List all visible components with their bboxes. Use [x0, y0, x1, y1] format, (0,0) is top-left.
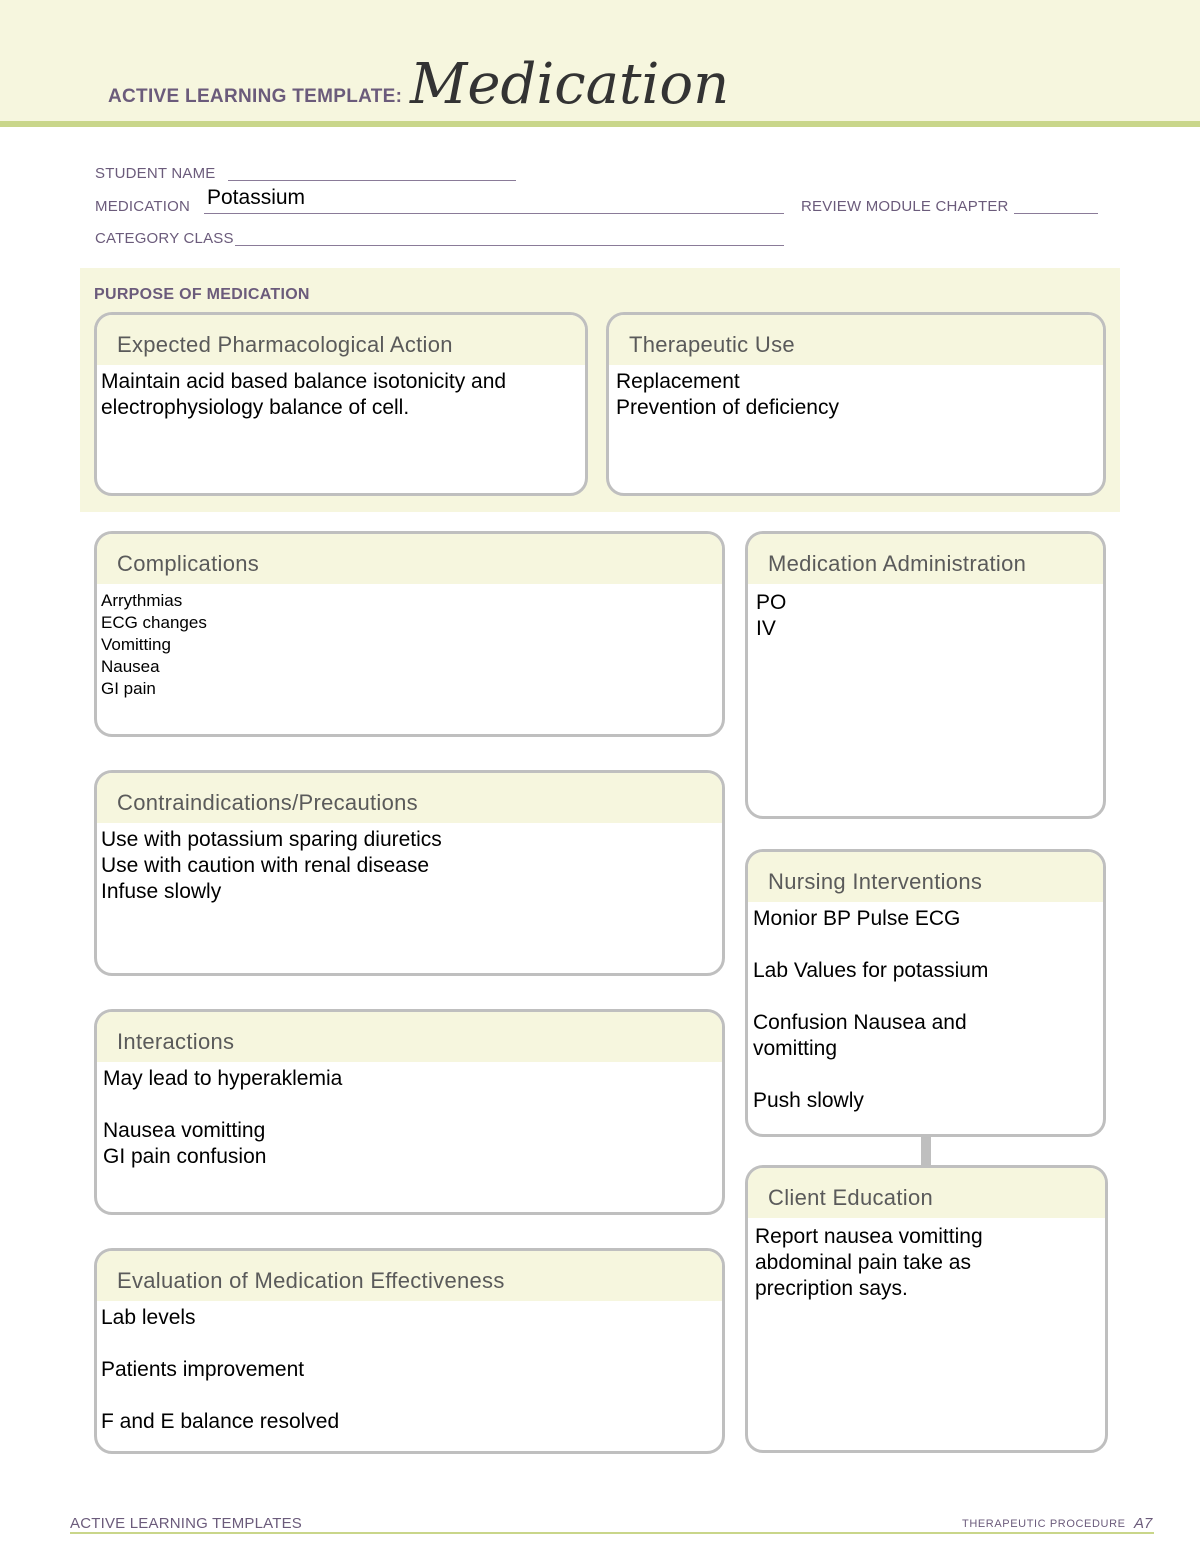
- client-education-title: Client Education: [748, 1168, 1105, 1218]
- nursing-line: Lab Values for potassium: [753, 959, 989, 982]
- nursing-title: Nursing Interventions: [748, 852, 1103, 902]
- contraindications-line: Infuse slowly: [101, 880, 222, 903]
- interactions-line: GI pain confusion: [103, 1145, 267, 1168]
- nursing-line: Push slowly: [753, 1089, 864, 1112]
- interactions-line: Nausea vomitting: [103, 1119, 266, 1142]
- evaluation-title: Evaluation of Medication Effectiveness: [97, 1251, 722, 1301]
- administration-panel: [745, 531, 1106, 819]
- therapeutic-use-line: Prevention of deficiency: [616, 396, 839, 419]
- complications-line: ECG changes: [101, 613, 207, 632]
- header-prefix: ACTIVE LEARNING TEMPLATE:: [108, 86, 403, 107]
- nursing-panel: [745, 849, 1106, 1137]
- client-education-panel: [745, 1165, 1108, 1453]
- medication-field[interactable]: [204, 213, 784, 214]
- expected-action-line: Maintain acid based balance isotonicity and: [101, 370, 507, 393]
- panel-connector: [921, 1134, 931, 1166]
- category-class-label: CATEGORY CLASS: [95, 230, 234, 247]
- evaluation-body[interactable]: [97, 1301, 722, 1435]
- nursing-line: Confusion Nausea and: [753, 1011, 967, 1034]
- review-module-label: REVIEW MODULE CHAPTER: [801, 198, 1009, 215]
- complications-line: Vomitting: [101, 635, 171, 654]
- header-rule: [0, 121, 1200, 127]
- contraindications-title: Contraindications/Precautions: [97, 773, 722, 823]
- contraindications-line: Use with caution with renal disease: [101, 854, 430, 877]
- expected-action-line: electrophysiology balance of cell.: [101, 396, 410, 419]
- student-name-field[interactable]: [228, 180, 516, 181]
- complications-line: Nausea: [101, 657, 160, 676]
- expected-action-panel: [94, 312, 588, 496]
- review-module-field[interactable]: [1014, 213, 1098, 214]
- evaluation-line: Patients improvement: [101, 1358, 305, 1381]
- expected-action-body[interactable]: [97, 365, 585, 421]
- complications-line: GI pain: [101, 679, 156, 698]
- interactions-body[interactable]: [97, 1062, 722, 1170]
- footer-left: ACTIVE LEARNING TEMPLATES: [70, 1515, 302, 1532]
- complications-title: Complications: [97, 534, 722, 584]
- evaluation-line: Lab levels: [101, 1306, 196, 1329]
- medication-value: Potassium: [207, 186, 306, 209]
- client-education-line: abdominal pain take as: [755, 1251, 971, 1274]
- complications-body[interactable]: [97, 584, 722, 700]
- footer-right: THERAPEUTIC PROCEDURE: [962, 1518, 1126, 1530]
- interactions-panel: [94, 1009, 725, 1215]
- administration-title: Medication Administration: [748, 534, 1103, 584]
- evaluation-panel: [94, 1248, 725, 1454]
- evaluation-line: F and E balance resolved: [101, 1410, 340, 1433]
- expected-action-title: Expected Pharmacological Action: [97, 315, 585, 365]
- footer-rule: [70, 1532, 1154, 1534]
- therapeutic-use-body[interactable]: [609, 365, 1103, 421]
- footer-page-number: A7: [1134, 1515, 1153, 1532]
- administration-body[interactable]: [748, 584, 1103, 642]
- client-education-line: precription says.: [755, 1277, 908, 1300]
- purpose-label: PURPOSE OF MEDICATION: [94, 286, 310, 303]
- therapeutic-use-panel: [606, 312, 1106, 496]
- contraindications-line: Use with potassium sparing diuretics: [101, 828, 442, 851]
- nursing-body[interactable]: [748, 902, 1103, 1114]
- interactions-title: Interactions: [97, 1012, 722, 1062]
- page-title: Medication: [410, 52, 730, 117]
- client-education-line: Report nausea vomitting: [755, 1225, 983, 1248]
- client-education-body[interactable]: [748, 1218, 1105, 1302]
- therapeutic-use-line: Replacement: [616, 370, 740, 393]
- complications-panel: [94, 531, 725, 737]
- category-class-field[interactable]: [235, 245, 784, 246]
- contraindications-panel: [94, 770, 725, 976]
- contraindications-body[interactable]: [97, 823, 722, 905]
- administration-line: PO: [756, 591, 787, 614]
- administration-line: IV: [756, 617, 776, 640]
- nursing-line: Monior BP Pulse ECG: [753, 907, 961, 930]
- student-name-label: STUDENT NAME: [95, 165, 216, 182]
- complications-line: Arrythmias: [101, 591, 183, 610]
- nursing-line: vomitting: [753, 1037, 838, 1060]
- medication-label: MEDICATION: [95, 198, 191, 215]
- therapeutic-use-title: Therapeutic Use: [609, 315, 1103, 365]
- interactions-line: May lead to hyperaklemia: [103, 1067, 343, 1090]
